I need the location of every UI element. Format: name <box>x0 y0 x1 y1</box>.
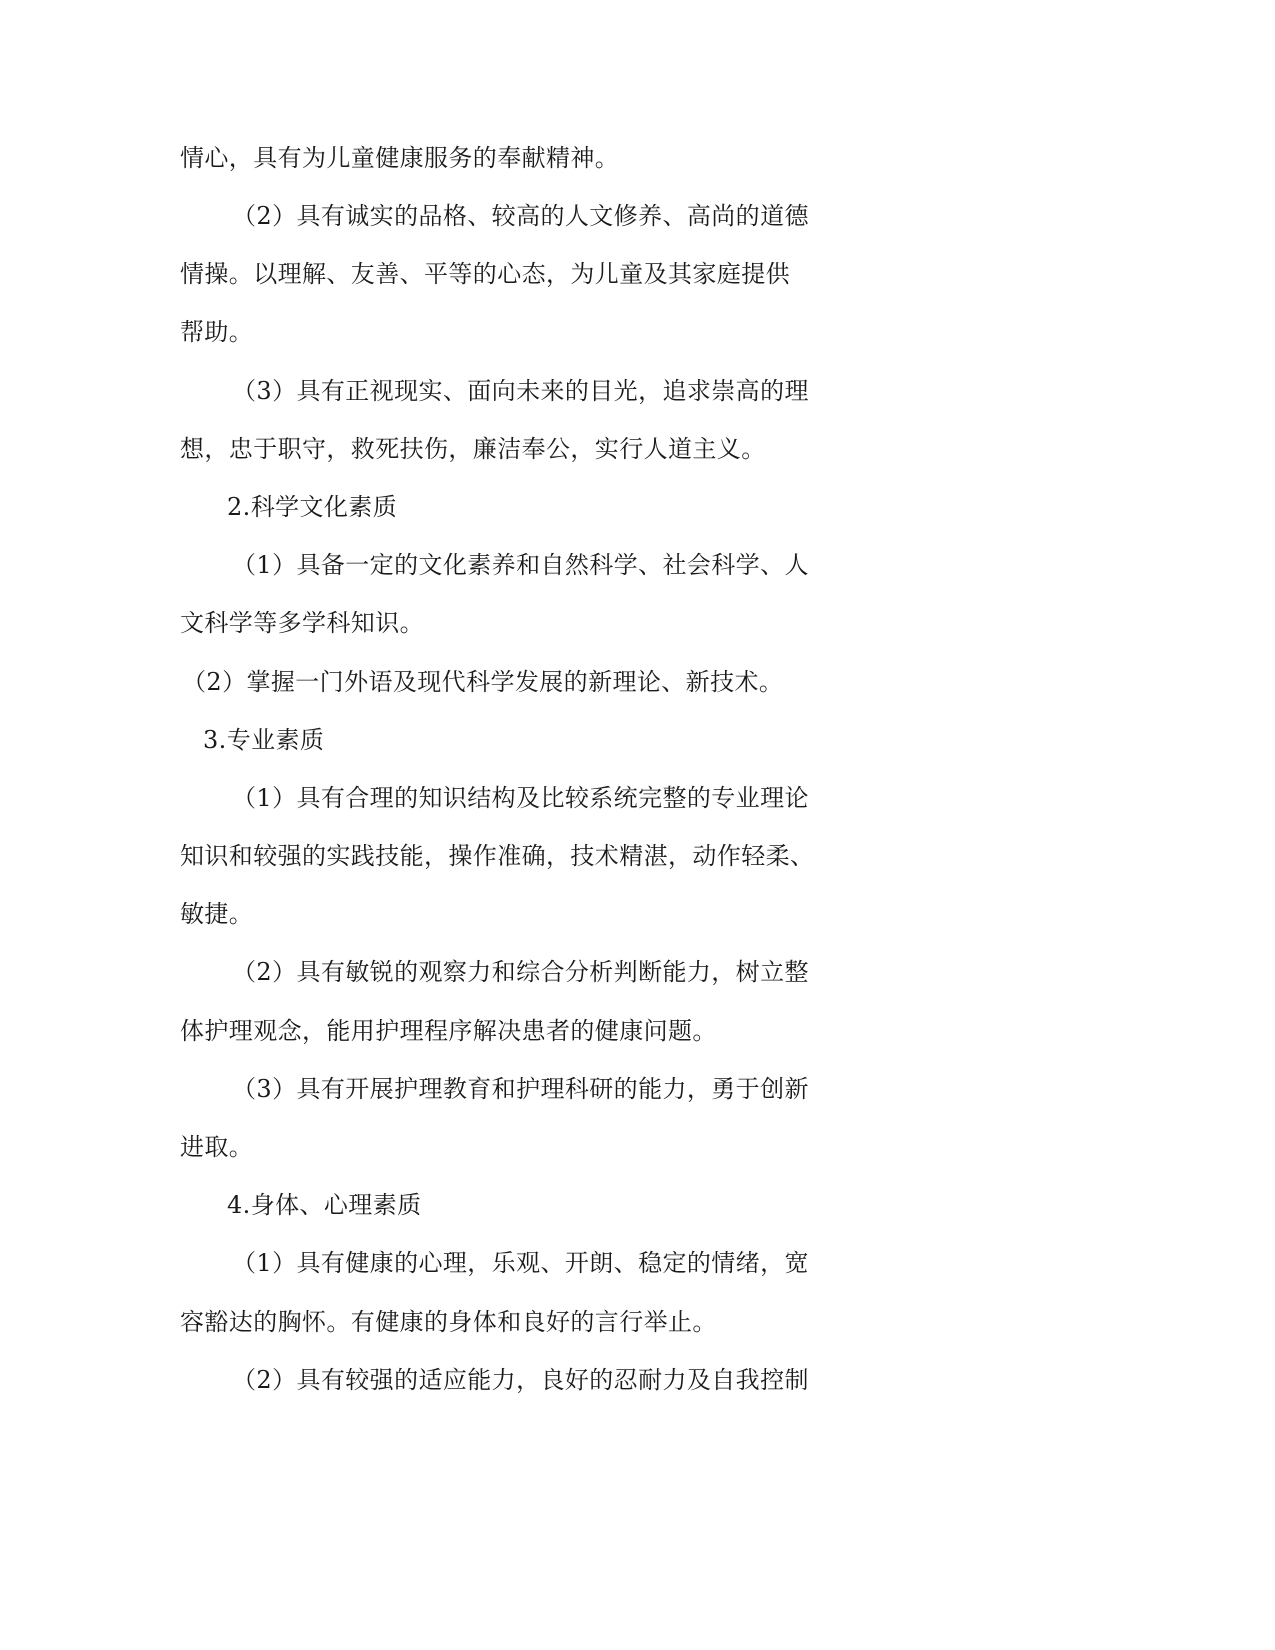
text-line: 进取。 <box>180 1133 254 1161</box>
text-line: （3）具有开展护理教育和护理科研的能力，勇于创新 <box>232 1075 809 1103</box>
text-line: 帮助。 <box>180 318 254 346</box>
text-line: 敏捷。 <box>180 900 254 928</box>
text-line: 情心，具有为儿童健康服务的奉献精神。 <box>180 144 620 172</box>
section-heading: 2.科学文化素质 <box>227 493 398 521</box>
text-line: （1）具有合理的知识结构及比较系统完整的专业理论 <box>232 784 809 812</box>
text-line: 知识和较强的实践技能，操作准确，技术精湛，动作轻柔、 <box>180 842 815 870</box>
text-line: （2）具有诚实的品格、较高的人文修养、高尚的道德 <box>232 202 809 230</box>
text-line: 容豁达的胸怀。有健康的身体和良好的言行举止。 <box>180 1308 717 1336</box>
text-line: 体护理观念，能用护理程序解决患者的健康问题。 <box>180 1017 717 1045</box>
text-line: （2）掌握一门外语及现代科学发展的新理论、新技术。 <box>182 668 784 696</box>
text-line: （1）具有健康的心理，乐观、开朗、稳定的情绪，宽 <box>232 1249 809 1277</box>
section-heading: 3.专业素质 <box>203 726 325 754</box>
text-line: （2）具有敏锐的观察力和综合分析判断能力，树立整 <box>232 958 809 986</box>
section-heading: 4.身体、心理素质 <box>227 1191 422 1219</box>
text-line: 情操。以理解、友善、平等的心态，为儿童及其家庭提供 <box>180 260 790 288</box>
text-line: （3）具有正视现实、面向未来的目光，追求崇高的理 <box>232 377 809 405</box>
text-line: （1）具备一定的文化素养和自然科学、社会科学、人 <box>232 551 809 579</box>
text-line: （2）具有较强的适应能力，良好的忍耐力及自我控制 <box>232 1366 809 1394</box>
text-line: 想，忠于职守，救死扶伤，廉洁奉公，实行人道主义。 <box>180 435 766 463</box>
text-line: 文科学等多学科知识。 <box>180 609 424 637</box>
